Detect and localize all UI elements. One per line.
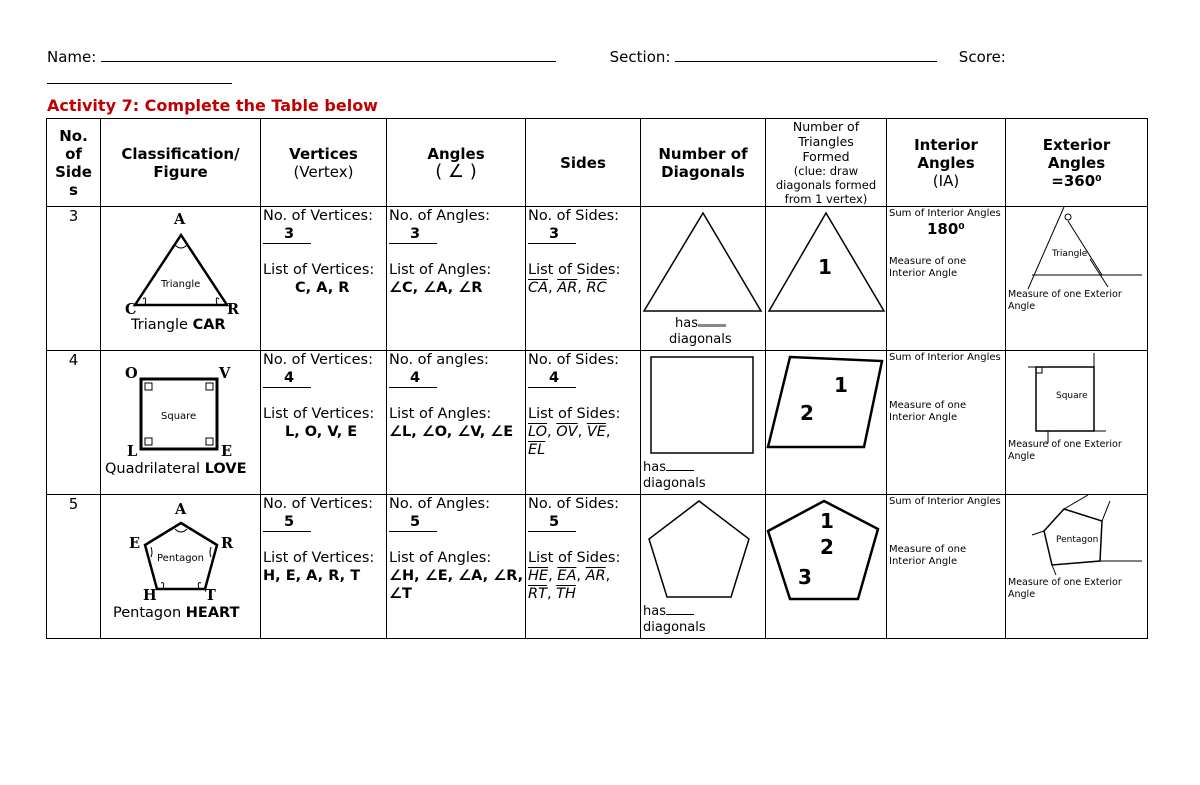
col-header-sides-list: Sides bbox=[526, 119, 641, 207]
figure-cell bbox=[101, 207, 261, 351]
answer-blank[interactable]: 4 bbox=[389, 369, 437, 388]
section-label: Section: bbox=[609, 48, 671, 66]
answer-blank[interactable]: 3 bbox=[389, 225, 437, 244]
exterior-cell: Pentagon Measure of one Exterior Angle bbox=[1006, 495, 1148, 639]
angles-cell: No. of Angles: 3 List of Angles: ∠C, ∠A, ∠R bbox=[387, 207, 526, 351]
col-header-sides: No. of Side s bbox=[47, 119, 101, 207]
answer-blank[interactable]: 4 bbox=[263, 369, 311, 388]
triangles-cell: 1 2 bbox=[766, 351, 887, 495]
vertex-letter: C bbox=[125, 301, 137, 318]
figure-caption: Quadrilateral LOVE bbox=[105, 461, 247, 477]
vertex-letter: E bbox=[221, 443, 233, 460]
score-label: Score: bbox=[958, 48, 1006, 66]
vertex-letter: E bbox=[129, 535, 141, 552]
exterior-square-figure bbox=[1006, 351, 1148, 494]
table-row bbox=[47, 351, 1148, 495]
shape-word: Triangle bbox=[161, 279, 201, 290]
activity-table bbox=[46, 118, 1148, 639]
vertex-letter: V bbox=[219, 365, 231, 382]
diagonals-cell: has diagonals bbox=[641, 207, 766, 351]
figure-caption: Pentagon HEART bbox=[113, 605, 240, 621]
answer-blank[interactable] bbox=[666, 614, 694, 615]
table-row bbox=[47, 495, 1148, 639]
name-label: Name: bbox=[47, 48, 97, 66]
diagonals-cell: has diagonals bbox=[641, 495, 766, 639]
triangles-cell: 1 2 3 bbox=[766, 495, 887, 639]
answer-blank[interactable]: 4 bbox=[528, 369, 576, 388]
answer-blank[interactable]: 3 bbox=[528, 225, 576, 244]
score-blank[interactable] bbox=[47, 68, 232, 84]
vertex-letter: A bbox=[175, 501, 187, 518]
shape-word: Square bbox=[161, 411, 197, 422]
angles-cell: No. of Angles: 5 List of Angles: ∠H, ∠E, ∠A, ∠R, ∠T bbox=[387, 495, 526, 639]
answer-blank[interactable]: 5 bbox=[528, 513, 576, 532]
interior-cell: Sum of Interior Angles Measure of one Interior Angle bbox=[887, 495, 1006, 639]
sides-cell: No. of Sides: 3 List of Sides: $\overline{CA}$, $\overline{AR}$, $\overline{RC}$ bbox=[526, 207, 641, 351]
vertices-cell: No. of Vertices: 4 List of Vertices: L, O, V, E bbox=[261, 351, 387, 495]
answer-blank[interactable]: 5 bbox=[263, 513, 311, 532]
exterior-cell: Square Measure of one Exterior Angle bbox=[1006, 351, 1148, 495]
interior-cell: Sum of Interior Angles Measure of one Interior Angle bbox=[887, 351, 1006, 495]
col-header-angles: Angles ( ∠ ) bbox=[387, 119, 526, 207]
figure-cell bbox=[101, 351, 261, 495]
col-header-exterior: Exterior Angles =360⁰ bbox=[1006, 119, 1148, 207]
exterior-cell: Triangle Measure of one Exterior Angle bbox=[1006, 207, 1148, 351]
col-header-diagonals: Number of Diagonals bbox=[641, 119, 766, 207]
vertex-letter: A bbox=[174, 211, 186, 228]
angles-cell: No. of angles: 4 List of Angles: ∠L, ∠O, ∠V, ∠E bbox=[387, 351, 526, 495]
vertex-letter: H bbox=[143, 587, 157, 604]
vertices-cell: No. of Vertices: 5 List of Vertices: H, E, A, R, T bbox=[261, 495, 387, 639]
col-header-vertices: Vertices (Vertex) bbox=[261, 119, 387, 207]
diagonals-cell: has diagonals bbox=[641, 351, 766, 495]
sides-cell: No. of Sides: 5 List of Sides: $\overline{HE}$, $\overline{EA}$, $\overline{AR}$, $\overline{RT}$, $\overline{TH}$ bbox=[526, 495, 641, 639]
answer-blank[interactable]: 3 bbox=[263, 225, 311, 244]
exterior-triangle-figure bbox=[1006, 207, 1148, 350]
answer-blank[interactable] bbox=[698, 324, 726, 327]
answer-blank[interactable] bbox=[666, 470, 694, 471]
vertex-letter: T bbox=[205, 587, 216, 604]
table-row bbox=[47, 207, 1148, 351]
student-info-line bbox=[47, 47, 1006, 66]
sides-cell: No. of Sides: 4 List of Sides: $\overline{LO}$, $\overline{OV}$, $\overline{VE}$, $\overline{EL}$ bbox=[526, 351, 641, 495]
shape-word: Pentagon bbox=[157, 553, 205, 564]
figure-cell bbox=[101, 495, 261, 639]
exterior-pentagon-figure bbox=[1006, 495, 1148, 638]
vertex-letter: O bbox=[125, 365, 138, 382]
sides-count: 3 bbox=[47, 207, 101, 351]
vertex-letter: R bbox=[221, 535, 234, 552]
quad-formed-figure[interactable] bbox=[766, 351, 887, 494]
interior-cell: Sum of Interior Angles 180⁰ Measure of one Interior Angle bbox=[887, 207, 1006, 351]
activity-title: Activity 7: Complete the Table below bbox=[47, 96, 378, 115]
sides-count: 5 bbox=[47, 495, 101, 639]
name-blank[interactable] bbox=[101, 47, 556, 62]
figure-caption: Triangle CAR bbox=[131, 317, 226, 333]
col-header-interior: Interior Angles (IA) bbox=[887, 119, 1006, 207]
vertices-cell: No. of Vertices: 3 List of Vertices: C, A, R bbox=[261, 207, 387, 351]
sides-count: 4 bbox=[47, 351, 101, 495]
vertex-letter: R bbox=[227, 301, 240, 318]
col-header-triangles: Number of Triangles Formed (clue: draw diagonals formed from 1 vertex) bbox=[766, 119, 887, 207]
triangles-cell: 1 bbox=[766, 207, 887, 351]
answer-blank[interactable]: 5 bbox=[389, 513, 437, 532]
vertex-letter: L bbox=[127, 443, 138, 460]
col-header-classification: Classification/ Figure bbox=[101, 119, 261, 207]
section-blank[interactable] bbox=[675, 47, 937, 62]
